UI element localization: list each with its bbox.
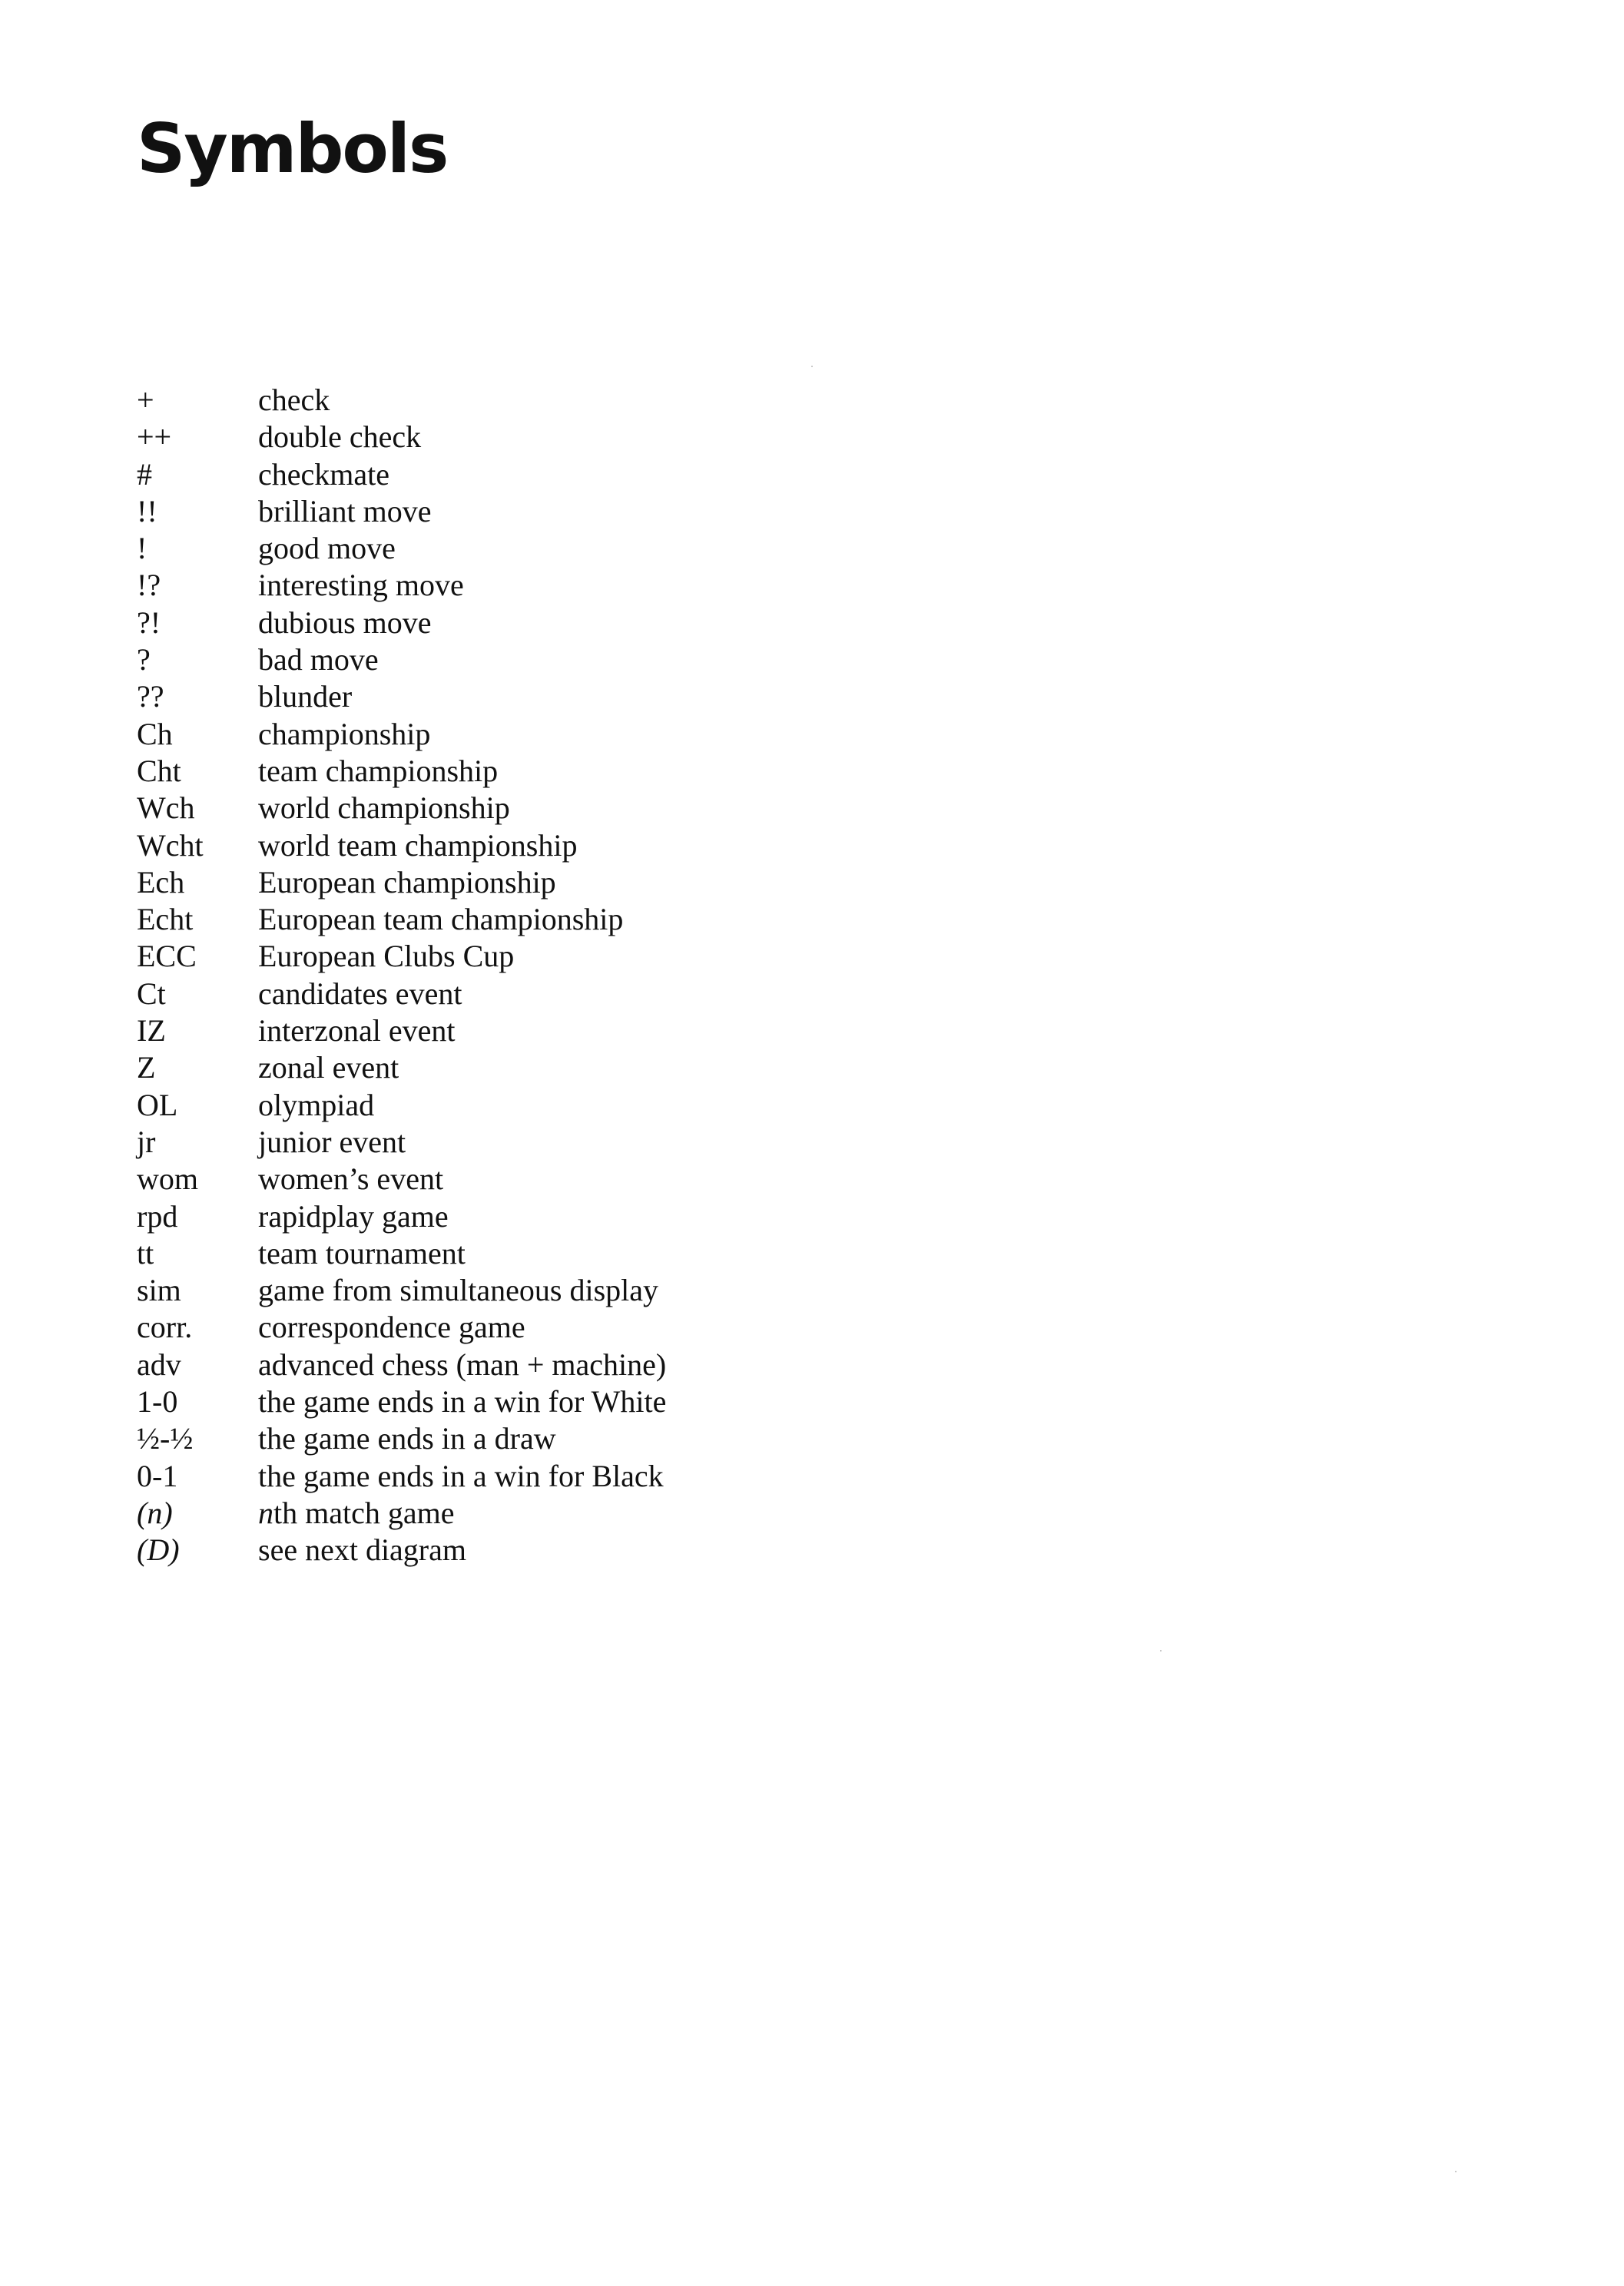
symbol-row-european-championship [137,864,666,901]
symbol: !? [137,568,161,603]
symbol-meaning: world championship [258,790,510,826]
symbol-meaning: women’s event [258,1161,444,1197]
symbol: jr [137,1124,156,1159]
symbol: Wch [137,790,195,826]
symbol: rpd [137,1198,178,1234]
symbol-meaning: checkmate [258,456,389,492]
symbol: IZ [137,1013,166,1049]
symbol-meaning: brilliant move [258,493,432,528]
symbol-row-check [137,382,666,419]
symbol-meaning: candidates event [258,976,462,1011]
symbol: ?? [137,679,164,714]
symbol-meaning: interzonal event [258,1013,456,1049]
symbol-row-double-check [137,419,666,456]
symbol: # [137,456,152,492]
symbol: tt [137,1235,154,1271]
symbol: sim [137,1273,181,1308]
page-title: Symbols [137,109,448,188]
symbol: Z [137,1050,156,1085]
symbol-row-championship [137,716,666,753]
symbol-meaning: world team championship [258,827,578,863]
symbol-meaning: championship [258,716,431,751]
symbol: adv [137,1347,181,1382]
symbol-meaning: blunder [258,679,353,714]
symbol-row-candidates-event [137,976,666,1012]
symbol: Wcht [137,827,204,863]
symbol-row-interzonal-event [137,1012,666,1049]
symbol: ! [137,531,147,566]
symbol-row-rapidplay-game [137,1198,666,1235]
symbol-meaning: check [258,383,330,417]
symbol: 0-1 [137,1458,178,1493]
meaning-text: th match game [273,1495,455,1530]
symbol: ½-½ [137,1421,194,1456]
symbol-row-dubious-move [137,605,666,641]
symbol: !! [137,493,157,528]
symbol: OL [137,1087,178,1122]
symbol-meaning: dubious move [258,605,432,640]
symbol-meaning: the game ends in a draw [258,1421,556,1456]
symbol-meaning: European team championship [258,902,624,937]
symbol-row-european-clubs-cup [137,938,666,975]
symbol-row-correspondence-game [137,1309,666,1346]
scan-speck [1160,1650,1162,1652]
symbol-meaning: the game ends in a win for White [258,1384,667,1420]
symbol-meaning: good move [258,531,396,566]
symbol-meaning: the game ends in a win for Black [258,1458,664,1493]
symbol-meaning: olympiad [258,1087,375,1122]
symbol: ? [137,642,151,678]
symbol-meaning: European championship [258,864,556,899]
symbol-row-world-team-championship [137,827,666,864]
symbol-meaning: double check [258,419,422,455]
symbol-row-bad-move [137,641,666,678]
symbol: (n) [137,1495,173,1530]
symbol-row-black-win [137,1458,666,1495]
symbol-row-team-tournament [137,1235,666,1272]
symbol: Ct [137,976,166,1011]
symbol-row-blunder [137,678,666,715]
symbol-row-white-win [137,1383,666,1420]
symbol-row-junior-event [137,1124,666,1161]
symbol: ++ [137,419,172,455]
symbol-meaning: game from simultaneous display [258,1273,659,1308]
symbol-meaning: see next diagram [258,1532,466,1568]
symbol-meaning: correspondence game [258,1310,525,1345]
symbol: Echt [137,902,194,937]
symbol-row-brilliant-move [137,493,666,530]
symbol-meaning [258,1495,454,1532]
symbol: wom [137,1161,198,1197]
symbol-row-womens-event [137,1161,666,1198]
symbol-row-good-move [137,530,666,567]
symbol: + [137,383,154,417]
symbol-row-checkmate [137,456,666,493]
scan-speck [811,366,813,367]
symbol-row-next-diagram [137,1532,666,1569]
symbol-row-simultaneous-display [137,1272,666,1309]
symbol: ECC [137,939,197,974]
symbol: 1-0 [137,1384,178,1420]
symbol: Ech [137,864,185,899]
symbol-meaning: rapidplay game [258,1198,449,1234]
symbol-meaning: team championship [258,753,499,788]
symbol: ?! [137,605,161,640]
symbol-meaning: interesting move [258,568,464,603]
symbol-meaning: European Clubs Cup [258,939,515,974]
symbol-row-draw [137,1420,666,1457]
symbol-row-team-championship [137,753,666,790]
symbol-row-interesting-move [137,567,666,604]
symbol-list [137,382,666,1569]
symbol-row-zonal-event [137,1049,666,1086]
symbol-meaning: advanced chess (man + machine) [258,1347,667,1382]
scan-speck [1455,2171,1457,2172]
symbol-row-match-game [137,1495,666,1532]
meaning-italic-n: n [258,1495,273,1530]
symbol-row-world-championship [137,790,666,827]
symbol-meaning: team tournament [258,1235,466,1271]
symbol: corr. [137,1310,193,1345]
symbol-meaning: zonal event [258,1050,399,1085]
symbol-row-advanced-chess [137,1347,666,1383]
symbol-meaning: junior event [258,1124,406,1159]
symbol-row-european-team-championship [137,901,666,938]
symbol: Ch [137,716,173,751]
symbol: Cht [137,753,181,788]
symbol-meaning: bad move [258,642,379,678]
symbol: (D) [137,1532,180,1568]
symbol-row-olympiad [137,1087,666,1124]
